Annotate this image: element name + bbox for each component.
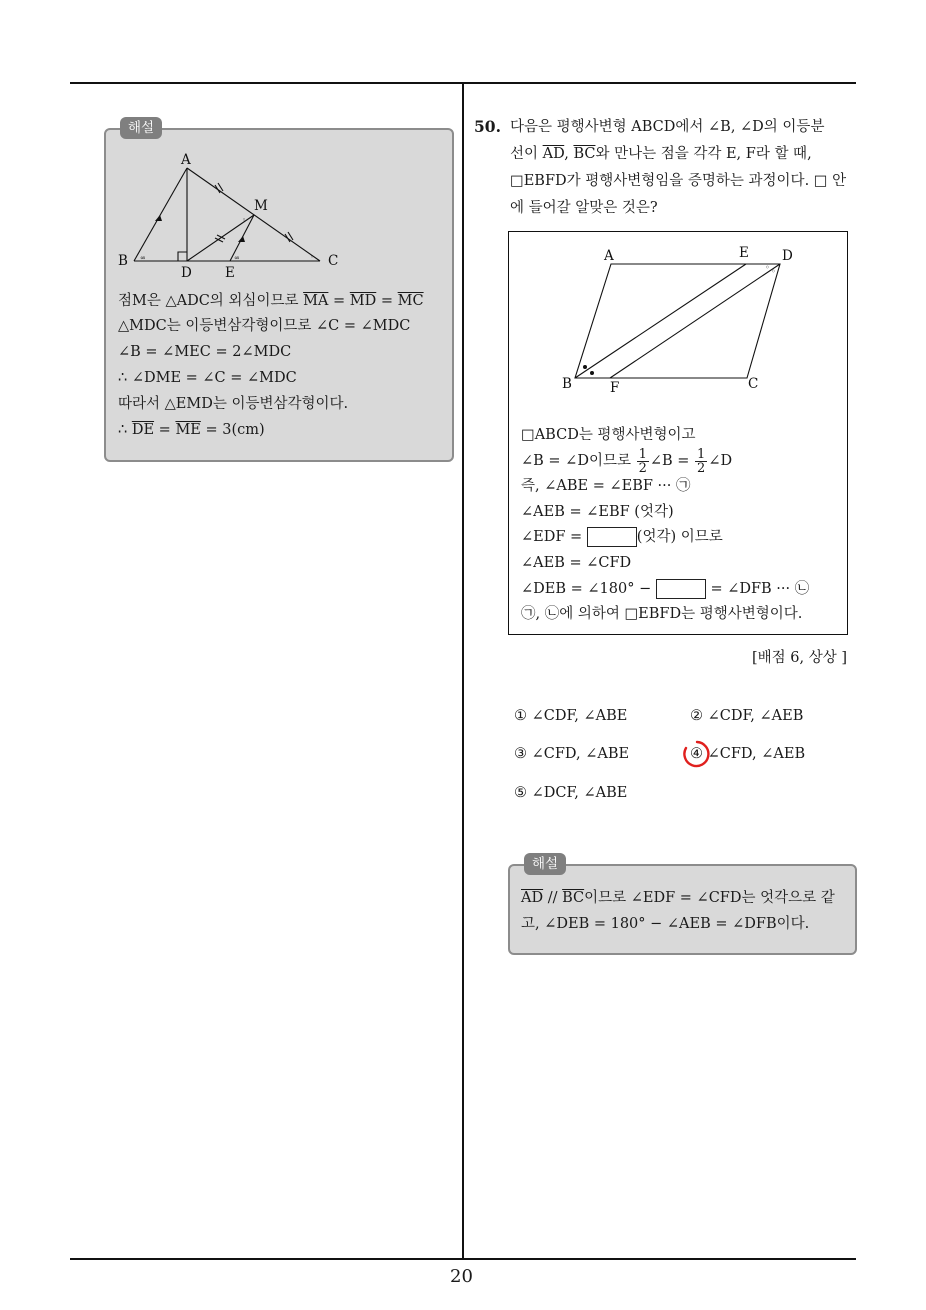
score-label: [배점 6, 상상 ] — [752, 650, 848, 666]
proof-line-1: □ABCD는 평행사변형이고 — [521, 427, 696, 443]
proof-line-3: 즉, ∠ABE = ∠EBF ··· ㉠ — [521, 478, 691, 494]
blank-box-2 — [656, 579, 706, 599]
question-stem-2: 선이 $\overline{AD}$, $\overline{BC}$와 만나는 점을 각각 E, F라 할 때, — [510, 146, 812, 162]
choice-1[interactable]: ① ∠CDF, ∠ABE — [514, 708, 628, 724]
proof-line-6: ∠AEB = ∠CFD — [521, 555, 632, 571]
label-C: C — [328, 253, 339, 269]
label-M: M — [254, 198, 268, 214]
question-number: 50. — [474, 117, 501, 136]
fig-label-F: F — [610, 380, 620, 396]
proof-line-5: ∠EDF = (엇각) 이므로 — [521, 529, 723, 545]
page-number: 20 — [450, 1266, 473, 1287]
left-solution-line-3: ∠B = ∠MEC = 2∠MDC — [118, 344, 292, 360]
bisector-DF — [610, 264, 780, 378]
fig-label-D: D — [782, 248, 793, 264]
right-solution-line-2: 고, ∠DEB = 180° − ∠AEB = ∠DFB이다. — [521, 916, 810, 932]
svg-text:◦: ◦ — [242, 216, 247, 224]
svg-text:◦: ◦ — [765, 263, 770, 272]
bottom-rule — [70, 1258, 856, 1260]
right-solution-line-1: $\overline{AD} // \overline{BC}$이므로 ∠EDF = ∠CFD는 엇각으로 같 — [521, 890, 835, 906]
label-D: D — [181, 265, 192, 280]
left-solution-line-2: △MDC는 이등변삼각형이므로 ∠C = ∠MDC — [118, 318, 411, 334]
proof-line-7: ∠DEB = ∠180° − = ∠DFB ··· ㉡ — [521, 581, 810, 597]
label-A: A — [181, 152, 191, 168]
fig-label-E: E — [739, 245, 749, 261]
choice-2[interactable]: ② ∠CDF, ∠AEB — [690, 708, 804, 724]
label-E: E — [225, 265, 235, 280]
left-solution-line-4: ∴ ∠DME = ∠C = ∠MDC — [118, 370, 297, 386]
choice-5[interactable]: ⑤ ∠DCF, ∠ABE — [514, 785, 628, 801]
left-solution-tag: 해설 — [120, 117, 162, 139]
proof-line-4: ∠AEB = ∠EBF (엇각) — [521, 504, 674, 520]
question-stem-4: 에 들어갈 알맞은 것은? — [510, 200, 658, 216]
arrow-on-EM — [238, 236, 245, 242]
label-B: B — [118, 253, 128, 269]
svg-text:∞: ∞ — [234, 254, 240, 262]
fig-label-A: A — [604, 248, 614, 264]
left-solution-line-6: ∴ $\overline{DE} = \overline{ME} = 3(cm)$ — [118, 422, 265, 438]
left-solution-line-5: 따라서 △EMD는 이등변삼각형이다. — [118, 396, 349, 412]
bisector-BE — [575, 264, 746, 378]
right-solution-tag: 해설 — [524, 853, 566, 875]
arrow-on-AB — [155, 215, 162, 221]
choice-3[interactable]: ③ ∠CFD, ∠ABE — [514, 746, 630, 762]
choice-4[interactable]: ④ ∠CFD, ∠AEB — [690, 746, 806, 762]
triangle-figure — [112, 150, 352, 280]
blank-box-1 — [587, 527, 637, 547]
fig-label-C: C — [748, 376, 759, 392]
question-stem-3: □EBFD가 평행사변형임을 증명하는 과정이다. □ 안 — [510, 173, 847, 189]
segment-AB — [134, 168, 187, 261]
column-divider — [462, 84, 464, 1259]
question-stem-1: 다음은 평행사변형 ABCD에서 ∠B, ∠D의 이등분 — [510, 119, 825, 135]
svg-text:◦: ◦ — [310, 253, 315, 261]
parallelogram-figure — [540, 240, 810, 400]
parallelogram-ABCD — [575, 264, 780, 378]
left-solution-line-1: 점M은 △ADC의 외심이므로 $\overline{MA} = \overline{MD} = \overline{MC}$ — [118, 293, 424, 309]
proof-line-2: ∠B = ∠D이므로 $\frac{1}{2}$ ∠B = $\frac{1}{2}$ ∠D — [521, 446, 733, 476]
svg-text:◦: ◦ — [771, 267, 776, 276]
answer-circle-mark — [682, 739, 712, 769]
proof-line-8: ㉠, ㉡에 의하여 □EBFD는 평행사변형이다. — [521, 606, 803, 622]
fig-label-B: B — [562, 376, 572, 392]
right-angle-mark — [178, 252, 187, 261]
svg-text:∞: ∞ — [140, 254, 146, 262]
